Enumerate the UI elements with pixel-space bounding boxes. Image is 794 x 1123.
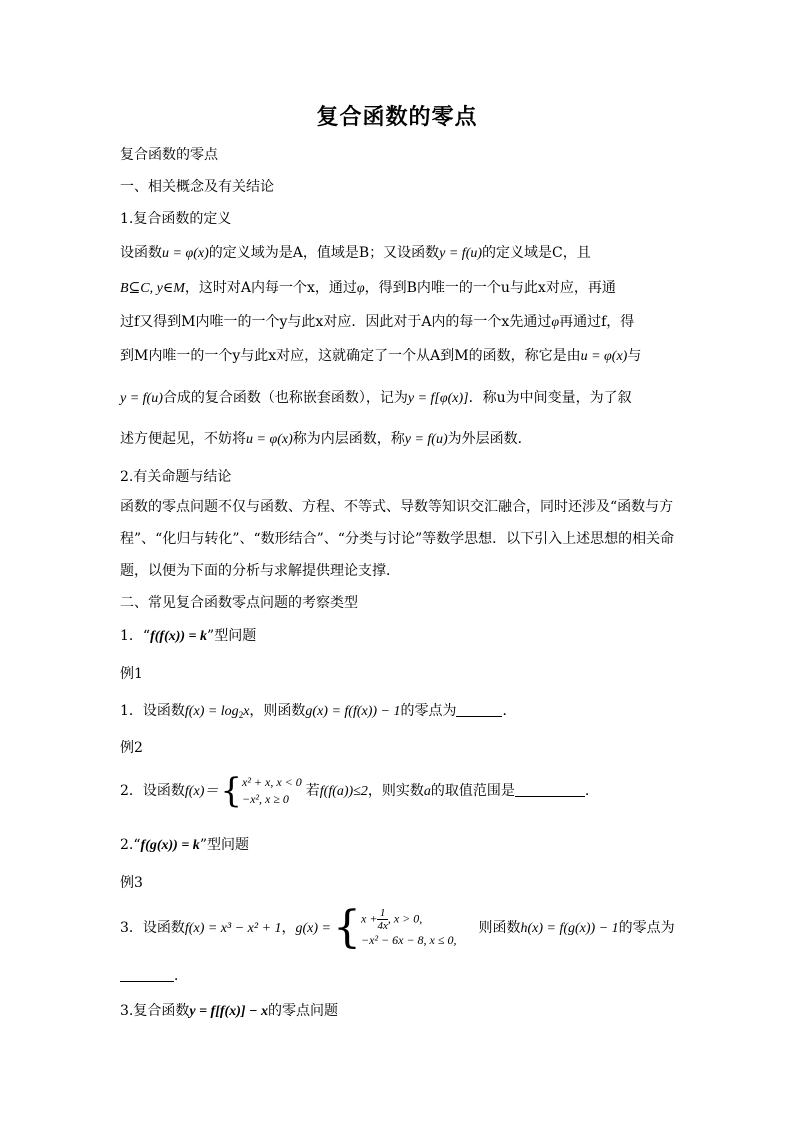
document-title: 复合函数的零点 bbox=[316, 105, 478, 130]
example-1-problem: 1．设函数$f(x) = \log_2x$，则函数g(x) = f(f(x)) − 1的零点为 ． bbox=[120, 703, 517, 720]
definition-line-5: y = f(u)合成的复合函数（也称嵌套函数），记为y = f[φ(x)]．称u为中间变量，为了叙 bbox=[120, 390, 632, 406]
example-3-answer-line: ． bbox=[120, 966, 680, 986]
example-1-label: 例1 bbox=[120, 666, 143, 682]
definition-line-6: 述方便起见，不妨将u = φ(x)称为内层函数，称y = f(u)为外层函数． bbox=[120, 431, 532, 447]
definition-line-3: 过f又得到M内唯一的一个y与此x对应．因此对于A内的每一个x先通过φ再通过f，得 bbox=[120, 314, 635, 330]
type2-heading: 2.“f(g(x)) = k”型问题 bbox=[120, 837, 249, 853]
piecewise-function: { x² + x, x < 0 −x², x ≥ 0 bbox=[220, 771, 302, 811]
subtitle: 复合函数的零点 bbox=[120, 147, 218, 163]
piecewise-function: { x + $\frac{1}{4x}$ , x > 0, −x² − 6x − 8, x ≤ 0, bbox=[333, 902, 457, 953]
example-3-label: 例3 bbox=[120, 875, 143, 891]
example-3-problem: 3．设函数f(x) = x³ − x² + 1，g(x) ={ x + $\frac{1}{4x}$ , x > 0, −x² − 6x − 8, x ≤ 0, 则函数h(x) = f(g(x)) − 1的零点为 bbox=[120, 900, 680, 957]
item-heading-definition: 1.复合函数的定义 bbox=[120, 211, 232, 227]
answer-blank[interactable] bbox=[456, 702, 502, 717]
type1-heading: 1．“f(f(x)) = k”型问题 bbox=[120, 628, 257, 644]
item-heading-propositions: 2.有关命题与结论 bbox=[120, 469, 232, 485]
section-heading-1: 一、相关概念及有关结论 bbox=[120, 179, 274, 195]
definition-line-4: 到M内唯一的一个y与此x对应，这就确定了一个从A到M的函数，称它是由u = φ(x)与 bbox=[120, 348, 642, 364]
propositions-line-1: 函数的零点问题不仅与函数、方程、不等式、导数等知识交汇融合，同时还涉及“函数与方 bbox=[120, 499, 674, 515]
section-heading-2: 二、常见复合函数零点问题的考察类型 bbox=[120, 595, 358, 611]
definition-line-1: 设函数u = φ(x)的定义域为是A，值域是B；又设函数y = f(u)的定义域是C，且 bbox=[120, 245, 591, 261]
answer-blank[interactable] bbox=[120, 967, 174, 982]
example-2-problem: 2．设函数f(x)＝{ x² + x, x < 0 −x², x ≥ 0 若f(f(a))≤2，则实数a的取值范围是 . bbox=[120, 771, 590, 811]
definition-line-2: B⊆C, y∈M，这时对A内每一个x，通过φ，得到B内唯一的一个u与此x对应，再通 bbox=[120, 280, 616, 296]
propositions-line-3: 题，以便为下面的分析与求解提供理论支撑． bbox=[120, 563, 400, 579]
answer-blank[interactable] bbox=[515, 782, 585, 797]
example-2-label: 例2 bbox=[120, 740, 143, 756]
propositions-line-2: 程”、“化归与转化”、“数形结合”、“分类与讨论”等数学思想．以下引入上述思想的相关命 bbox=[120, 531, 675, 547]
type3-heading: 3.复合函数y = f[f(x)] − x的零点问题 bbox=[120, 1003, 339, 1019]
fraction: $\frac{1}{4x}$ bbox=[377, 907, 388, 932]
